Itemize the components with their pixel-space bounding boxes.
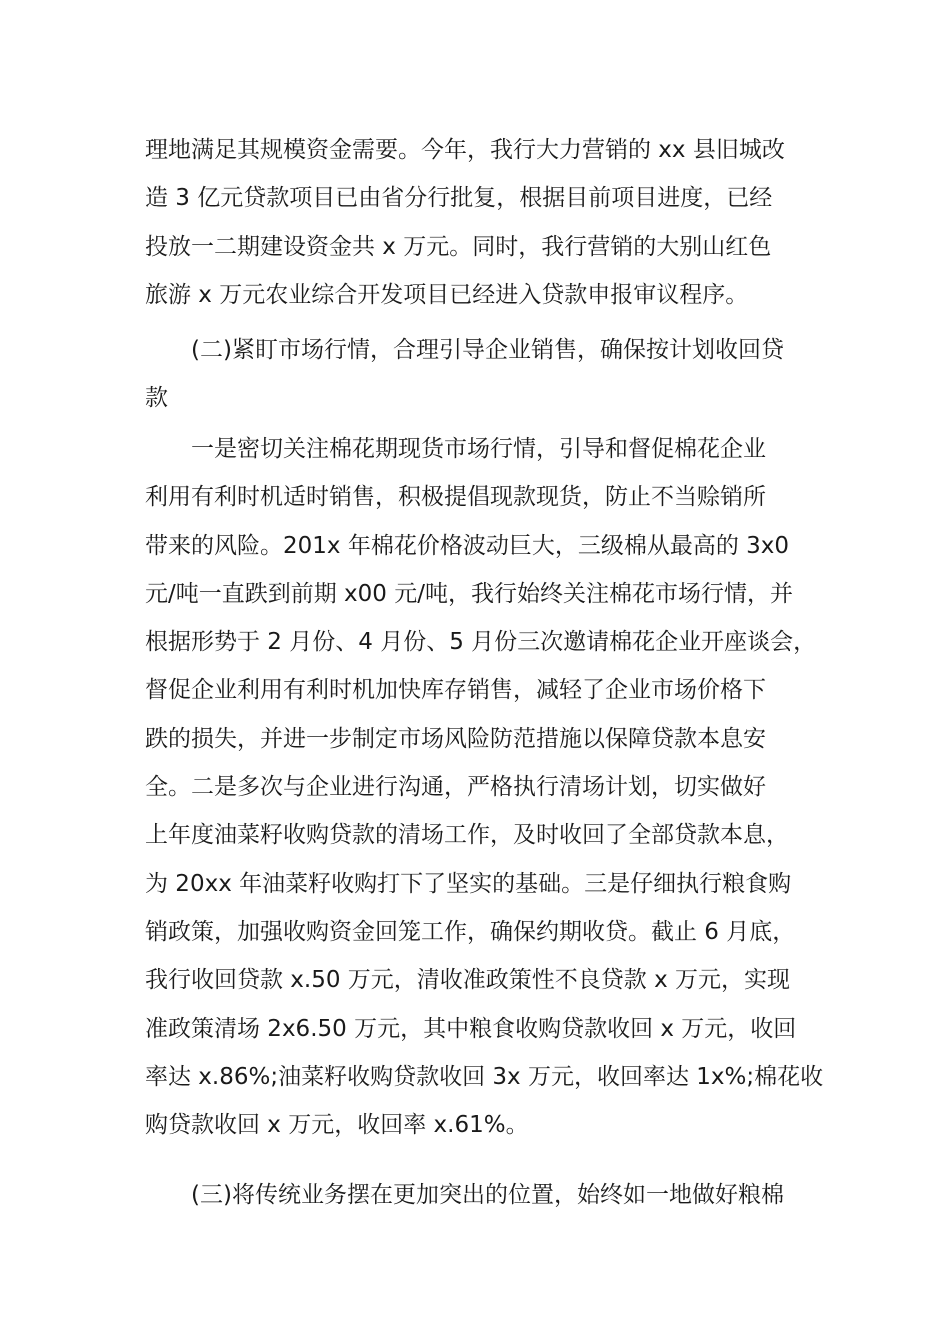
text-line: 带来的风险。201x 年棉花价格波动巨大，三级棉从最高的 3x0 [145, 532, 790, 559]
text-line: 率达 x.86%;油菜籽收购贷款收回 3x 万元，收回率达 1x%;棉花收 [145, 1063, 824, 1090]
text-line: (三)将传统业务摆在更加突出的位置，始终如一地做好粮棉 [191, 1182, 784, 1208]
paragraph-1 [145, 126, 825, 319]
text-line: (二)紧盯市场行情，合理引导企业销售，确保按计划收回贷 [191, 337, 784, 363]
text-line: 旅游 x 万元农业综合开发项目已经进入贷款申报审议程序。 [145, 281, 749, 308]
text-line: 全。二是多次与企业进行沟通，严格执行清场计划，切实做好 [145, 774, 766, 801]
text-line: 造 3 亿元贷款项目已由省分行批复，根据目前项目进度，已经 [145, 185, 773, 212]
text-line: 款 [145, 385, 168, 412]
text-line: 元/吨一直跌到前期 x00 元/吨，我行始终关注棉花市场行情，并 [145, 580, 793, 607]
text-line: 投放一二期建设资金共 x 万元。同时，我行营销的大别山红色 [145, 233, 772, 260]
text-line: 理地满足其规模资金需要。今年，我行大力营销的 xx 县旧城改 [145, 137, 785, 163]
text-line: 购贷款收回 x 万元，收回率 x.61%。 [145, 1112, 529, 1139]
text-line: 一是密切关注棉花期现货市场行情，引导和督促棉花企业 [191, 436, 766, 462]
text-line: 销政策，加强收购资金回笼工作，确保约期收贷。截止 6 月底， [145, 918, 796, 945]
text-line: 根据形势于 2 月份、4 月份、5 月份三次邀请棉花企业开座谈会， [145, 629, 817, 656]
text-line: 为 20xx 年油菜籽收购打下了坚实的基础。三是仔细执行粮食购 [145, 870, 792, 897]
text-line: 跌的损失，并进一步制定市场风险防范措施以保障贷款本息安 [145, 725, 766, 752]
text-line: 准政策清场 2x6.50 万元，其中粮食收购贷款收回 x 万元，收回 [145, 1015, 797, 1042]
text-line: 利用有利时机适时销售，积极提倡现款现货，防止不当赊销所 [145, 484, 766, 511]
text-line: 上年度油菜籽收购贷款的清场工作，及时收回了全部贷款本息， [145, 822, 789, 849]
text-line: 我行收回贷款 x.50 万元，清收准政策性不良贷款 x 万元，实现 [145, 967, 791, 994]
paragraph-3 [145, 425, 825, 1149]
section-heading-2 [145, 326, 825, 423]
section-heading-3 [145, 1171, 825, 1219]
text-line: 督促企业利用有利时机加快库存销售，减轻了企业市场价格下 [145, 677, 766, 704]
